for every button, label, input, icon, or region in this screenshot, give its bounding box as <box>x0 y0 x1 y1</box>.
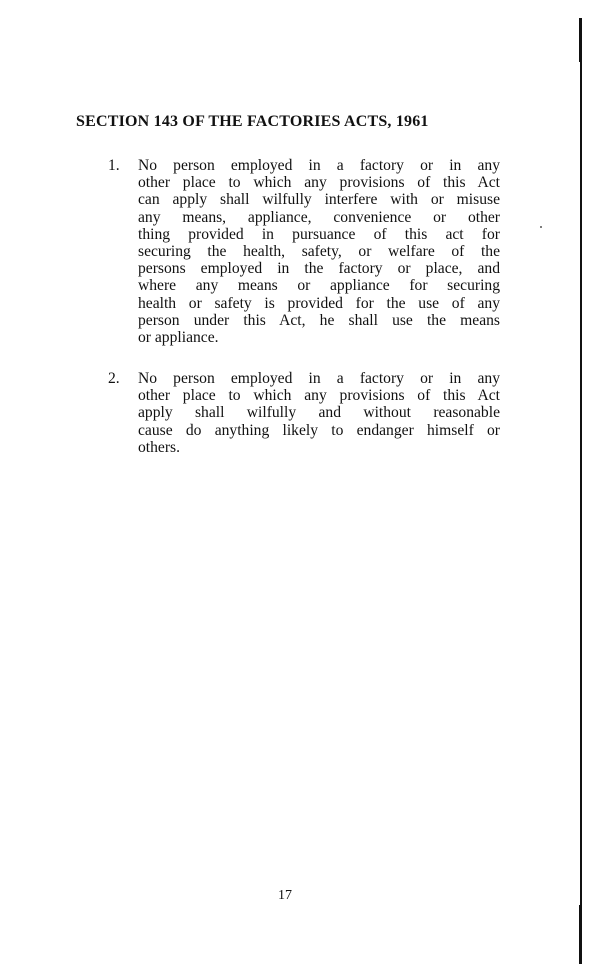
clause-text <box>138 370 500 456</box>
clause-line: other place to which any provisions of this Act <box>138 387 500 405</box>
clause-line: No person employed in a factory or in any <box>138 370 500 387</box>
page-number: 17 <box>278 888 292 903</box>
clause-line: person under this Act, he shall use the means <box>138 311 500 329</box>
clause-line: or appliance. <box>138 329 219 347</box>
clause-line: securing the health, safety, or welfare of the <box>138 243 500 261</box>
clause-line: others. <box>138 438 181 456</box>
clause-line: No person employed in a factory or in any <box>138 157 500 174</box>
clause-number: 2. <box>108 370 120 387</box>
clause-text <box>138 157 500 346</box>
clause-line: other place to which any provisions of this Act <box>138 174 500 192</box>
clause-line: apply shall wilfully and without reasonable <box>138 404 500 422</box>
clause-line: health or safety is provided for the use of any <box>138 294 500 312</box>
clause-line: persons employed in the factory or place, and <box>138 260 500 278</box>
page-edge-rule-bottom <box>579 905 582 964</box>
page-edge-rule <box>580 18 582 964</box>
clause-line: cause do anything likely to endanger himself or <box>138 421 500 439</box>
clause-line: any means, appliance, convenience or other <box>138 208 500 226</box>
clause-line: where any means or appliance for securing <box>138 277 500 295</box>
section-heading: SECTION 143 OF THE FACTORIES ACTS, 1961 <box>76 113 429 130</box>
page-edge-rule-top <box>579 18 582 62</box>
scan-speck <box>540 226 542 228</box>
clause-line: can apply shall wilfully interfere with or misuse <box>138 191 500 209</box>
clause-line: thing provided in pursuance of this act for <box>138 225 500 243</box>
clause-number: 1. <box>108 157 120 174</box>
